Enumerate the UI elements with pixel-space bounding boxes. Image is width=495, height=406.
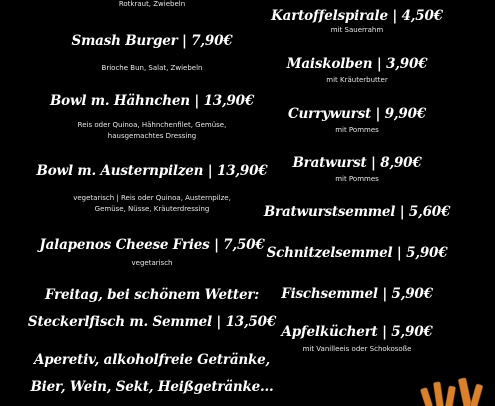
menu-item-title: Bowl m. Hähnchen | 13,90€ (49, 93, 255, 109)
menu-item-title: Apfelküchert | 5,90€ (281, 324, 433, 340)
menu-item-title: Maiskolben | 3,90€ (286, 56, 428, 72)
menu-item-description: vegetarisch (131, 259, 173, 267)
menu-item-title: Bratwurst | 8,90€ (292, 155, 422, 171)
menu-right-column (263, 0, 495, 400)
menu-item-title: Currywurst | 9,90€ (288, 106, 426, 122)
menu-item-description: mit Pommes (335, 175, 379, 183)
menu-item-description: mit Sauerrahm (330, 26, 384, 34)
menu-item-title: Fischsemmel | 5,90€ (281, 286, 433, 302)
menu-item-description: mit Vanilleeis oder Schokosoße (302, 345, 412, 353)
menu-item-title: Bowl m. Austernpilzen | 13,90€ (36, 163, 268, 179)
menu-note-title: Freitag, bei schönem Wetter: (44, 287, 260, 303)
drinks-line-2: Bier, Wein, Sekt, Heißgetränke... (30, 379, 274, 395)
drinks-line-1: Aperetiv, alkoholfreie Getränke, (33, 352, 271, 368)
menu-item-description: Brioche Bun, Salat, Zwiebeln (101, 64, 203, 72)
menu-item-title: Jalapenos Cheese Fries | 7,50€ (39, 237, 265, 253)
menu-item-description: mit Kräuterbutter (326, 76, 388, 84)
menu-item-description: mit Pommes (335, 126, 379, 134)
menu-item-title: Smash Burger | 7,90€ (71, 33, 233, 49)
menu-item-description: Rotkraut, Zwiebeln (118, 0, 186, 8)
menu-item-title: Schnitzelsemmel | 5,90€ (266, 245, 448, 261)
menu-item-title: Steckerlfisch m. Semmel | 13,50€ (27, 314, 277, 330)
menu-item-description: Reis oder Quinoa, Hähnchenfilet, Gemüse, hausgemachtes Dressing (77, 121, 227, 140)
menu-item-description: vegetarisch | Reis oder Quinoa, Austernpilze, Gemüse, Nüsse, Kräuterdressing (73, 194, 231, 213)
menu-item-title: Bratwurstsemmel | 5,60€ (263, 204, 451, 220)
fries-image (417, 372, 487, 406)
menu-item-title: Kartoffelspirale | 4,50€ (271, 8, 443, 24)
